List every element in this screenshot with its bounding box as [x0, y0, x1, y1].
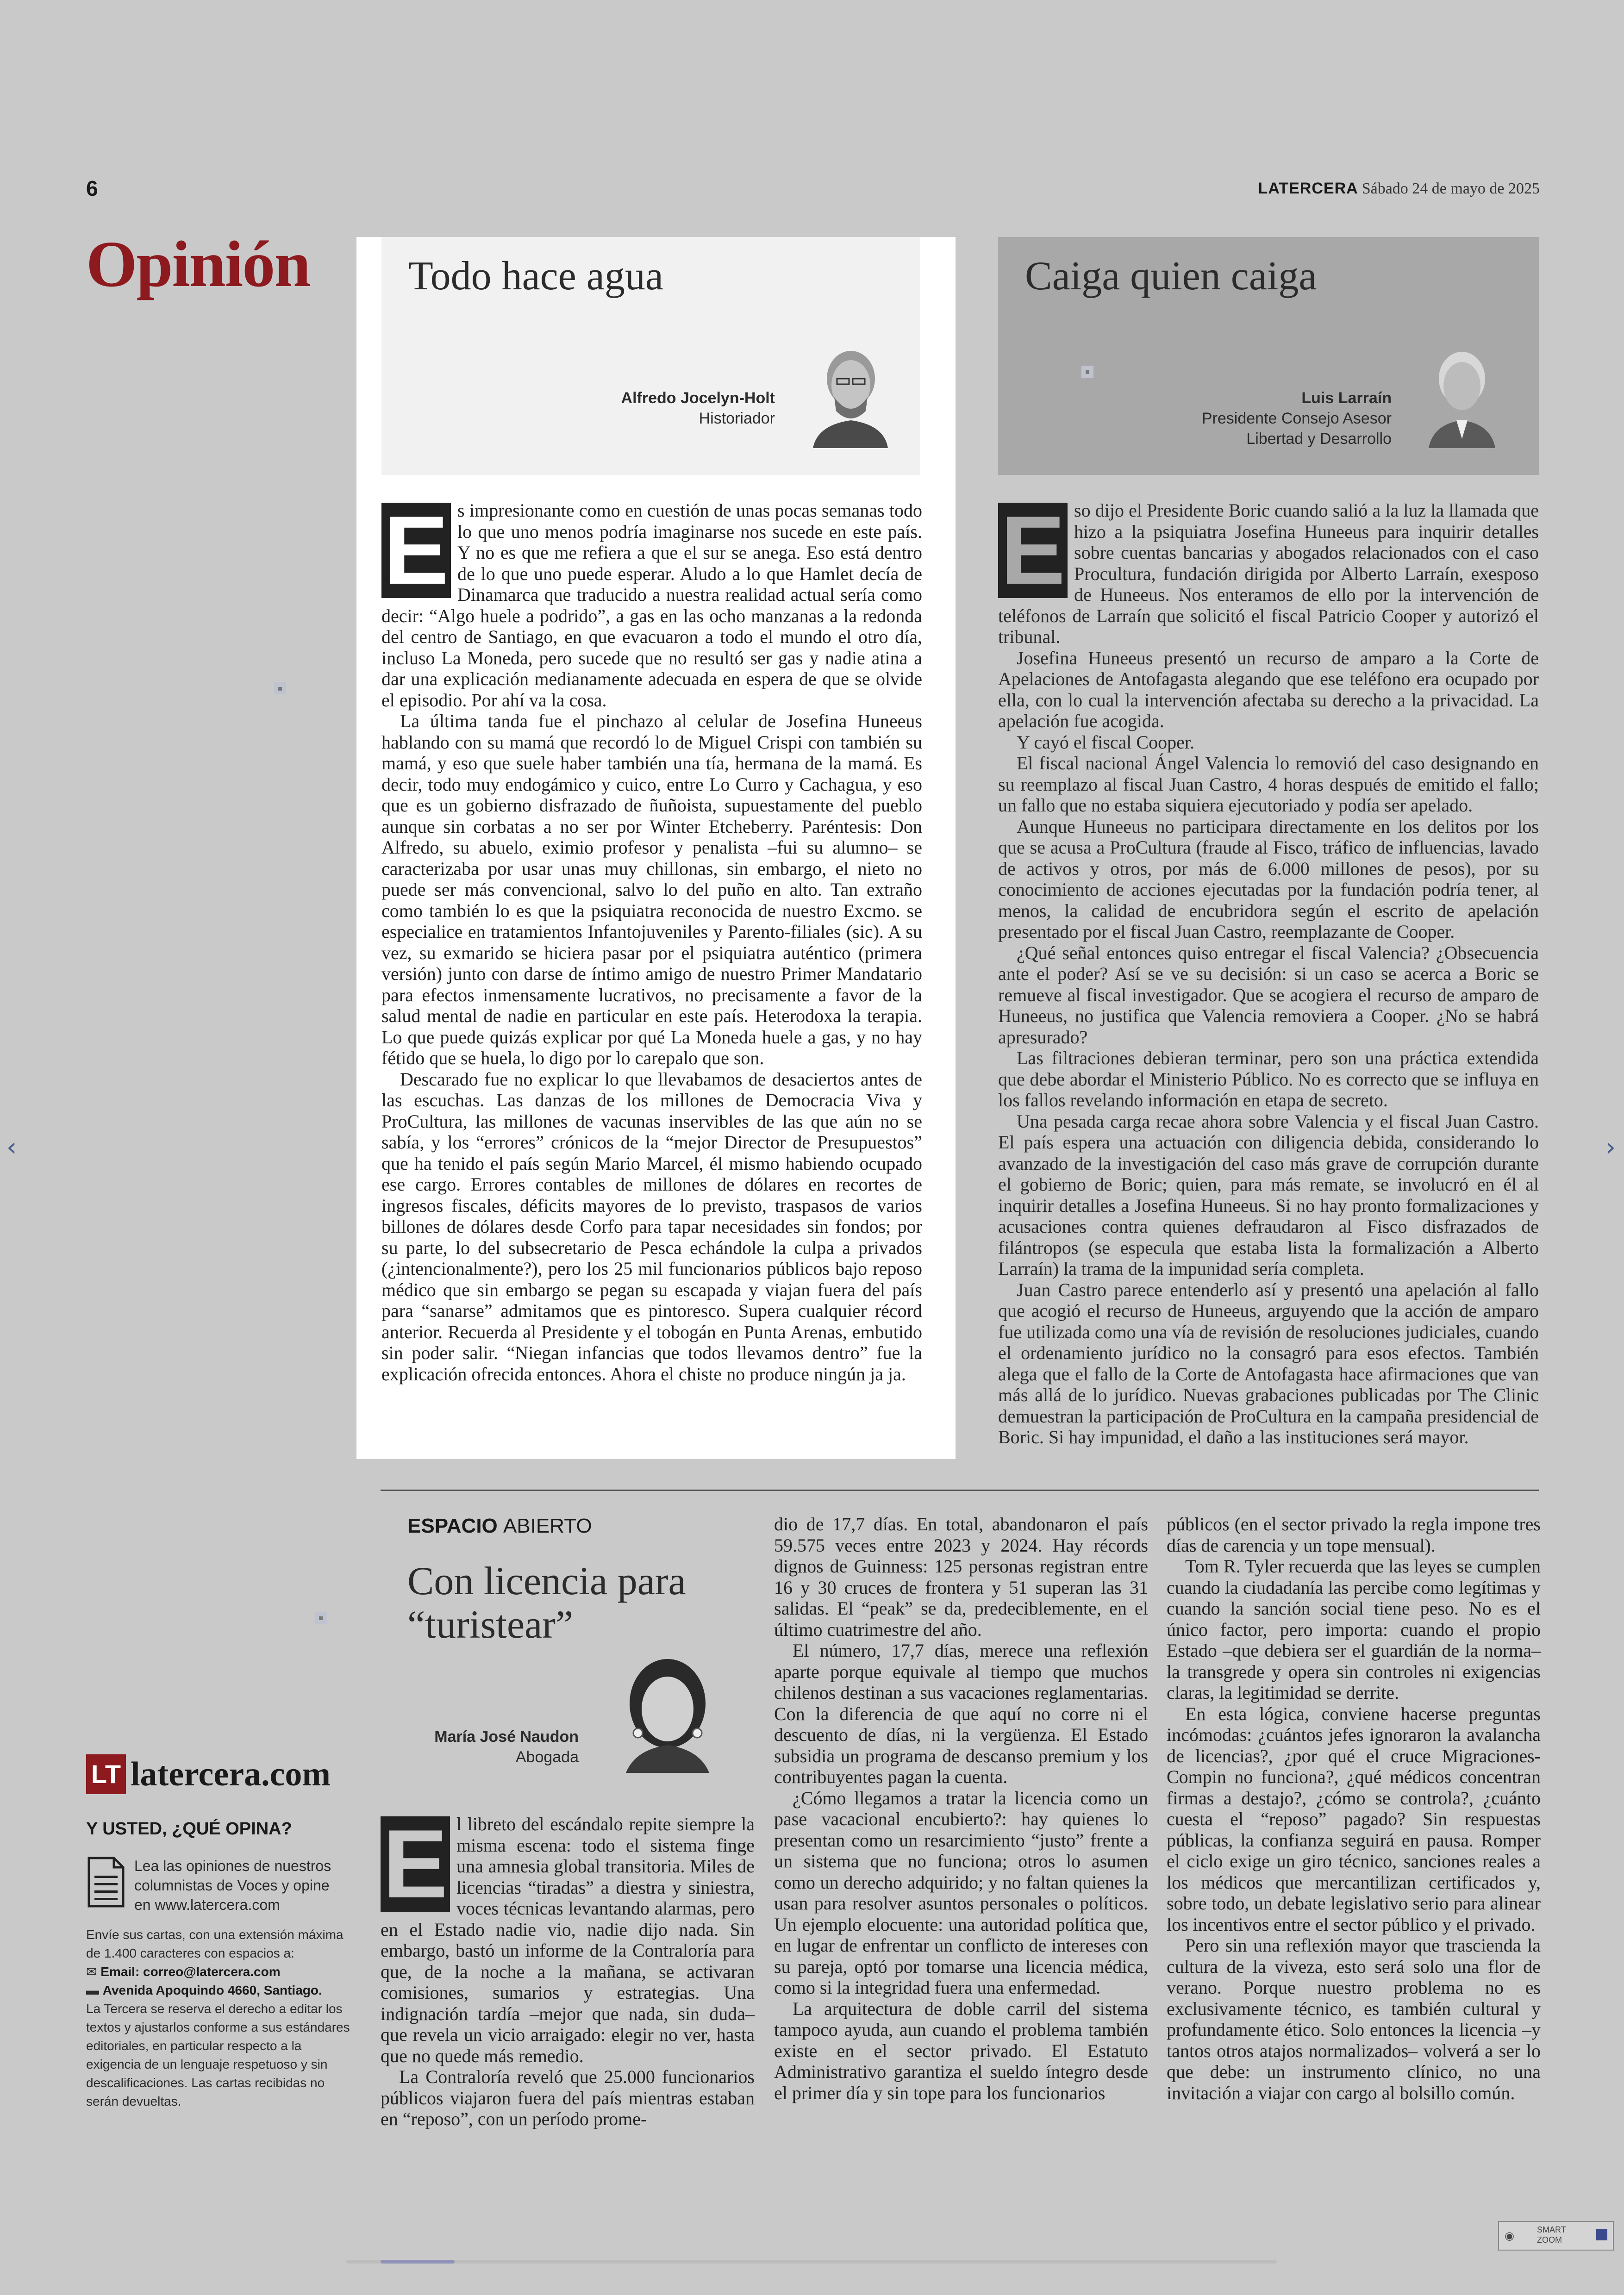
paragraph: l libreto del escándalo repite siempre la misma escena: todo el sistema finge una amnesia global transitoria. Miles de licencias “tiradas” a diestra y siniestra, voces técnicas levantando alarmas, pero en el Estado nadie vio, nadie dijo nada. Sin embargo, bastó un informe de la Contraloría para que, de la noche a la mañana, se activaran comisiones, sumarios y estrategias. Una indignación tardía –mejor que nada, sin duda– que revela un vicio arraigado: elegir no ver, hasta que no quede más remedio. — [381, 1814, 755, 2066]
paragraph: Josefina Huneeus presentó un recurso de amparo a la Corte de Apelaciones de Antofagasta alegando que ese teléfono era ocupado por ella, con lo cual la intervención afectaba su derecho a la privacidad. La apelación fue acogida. — [998, 647, 1539, 731]
masthead-date — [1258, 180, 1540, 198]
author-role-org: Libertad y Desarrollo — [1246, 430, 1392, 448]
paragraph: Pero sin una reflexión mayor que trascienda la cultura de la viveza, esto será solo una flor de verano. Porque nuestro problema no es exclusivamente técnico, es también cultural y profundamente ético. Solo entonces la licencia –y tantos otros atajos normalizados– volverá a ser lo que debe: un instrumento clínico, no una invitación a viajar con cargo al bolsillo común. — [1167, 1935, 1541, 2103]
author-role: Abogada — [515, 1748, 579, 1766]
article-header-caiga[interactable] — [998, 237, 1539, 475]
paragraph: La arquitectura de doble carril del sistema tampoco ayuda, aun cuando el problema también existe en el sector privado. El Estatuto Administrativo garantiza el sueldo íntegro desde el primer día y sin tope para los funcionarios — [774, 1998, 1148, 2103]
logo-mark: LT — [86, 1754, 126, 1794]
toggle-indicator — [1596, 2229, 1607, 2240]
paragraph: Descarado fue no explicar lo que llevabamos de desaciertos antes de las escuchas. Las danzas de los millones de Democracia Viva y ProCultura, las millones de vacunas inservibles de las que aún no se sabía, y los “errores” crónicos de la “mejor Director de Presupuestos” que ha tenido el país según Mario Marcel, él mismo habiendo ocupado ese cargo. Errores contables de millones de dólares en recortes de ingresos fiscales, déficits mayores de lo previsto, traspasos de varios billones de dólares desde Corfo para tapar necesidades sin fondos; por su parte, lo del subsecretario de Pesca echándole la culpa a privados (¿intencionalmente?), pero los 25 mil funcionarios públicos bajo reposo médico que sin embargo se pegan su escapada y viajan fuera del país para “sanarse” admitamos que es pintoresco. Supera cualquier récord anterior. Recuerda al Presidente y el tobogán en Punta Arenas, embutido sin poder salir. “Niegan infancias que todos llevamos dentro” fue la explicación ofrecida entonces. Ahora el chiste no produce ningún ja ja. — [381, 1068, 922, 1384]
paragraph: En esta lógica, conviene hacerse preguntas incómodas: ¿cuántos jefes ignoraron la avalancha de licencias?, ¿por qué el cruce Migraciones-Compin no funciona?, ¿qué médicos concentran firmas a destajo?, ¿cómo se controla?, ¿cuánto cuesta el “reposo” pagado? Sin respuestas públicas, la confianza seguirá en pausa. Romper el ciclo exige un giro técnico, sanciones reales a los médicos que mercantilizan certificados y, sobre todo, un debate legislativo serio para alinear los incentivos entre el sector público y el privado. — [1167, 1703, 1541, 1935]
author-name: Alfredo Jocelyn-Holt — [621, 389, 775, 407]
author-role: Presidente Consejo Asesor — [1201, 410, 1392, 427]
drop-cap: E — [381, 1816, 450, 1912]
paragraph: La Contraloría reveló que 25.000 funcionarios públicos viajaron fuera del país mientras estaban en “reposo”, con un período prome- — [381, 2066, 755, 2129]
article-body — [381, 496, 922, 1384]
document-icon — [86, 1856, 126, 1908]
article-title: Caiga quien caiga — [1025, 254, 1317, 299]
paragraph: dio de 17,7 días. En total, abandonaron el país 59.575 veces entre 2023 y 2024. Hay récords dignos de Guinness: 125 personas registran entre 16 y 30 cruces de frontera y 51 superan las 31 salidas. El “peak” se da, predeciblemente, en el último cuatrimestre del año. — [774, 1514, 1148, 1640]
author-portrait — [1419, 346, 1503, 448]
article-title: Con licencia para “turistear” — [407, 1559, 686, 1646]
author-byline — [407, 1727, 579, 1767]
sidebar-promo-text: Lea las opiniones de nuestros columnistas de Voces y opine en www.latercera.com — [134, 1858, 331, 1913]
paragraph: ¿Cómo llegamos a tratar la licencia como un pase vacacional encubierto?: hay quienes lo presentan como un resarcimiento “justo” frente a un sistema que no funciona; otros lo asumen como un derecho adquirido; y no faltan quienes la usan para resolver asuntos personales o políticos. Un ejemplo elocuente: una autoridad política que, en lugar de enfrentar un conflicto de intereses con su pareja, optó por tomarse una licencia médica, como si la integridad fuera una enfermedad. — [774, 1787, 1148, 1998]
logo-name: latercera.com — [131, 1755, 331, 1793]
author-byline — [1202, 388, 1392, 449]
zoom-label-2: ZOOM — [1537, 2235, 1562, 2245]
paragraph: El fiscal nacional Ángel Valencia lo removió del caso designando en su reemplazo al fiscal Juan Castro, 4 horas después de emitido el fallo; un fallo que no estaba siquiera ejecutoriado y podía ser apelado. — [998, 753, 1539, 816]
paragraph: ¿Qué señal entonces quiso entregar el fiscal Valencia? ¿Obsecuencia ante el poder? Así se ve su decisión: si un caso se acerca a Boric se remueve al fiscal investigador. Que se acogiera el recurso de amparo de Huneeus, no justifica que Valencia removiera a Cooper. ¿No se habrá apresurado? — [998, 942, 1539, 1048]
hotspot-marker[interactable]: ▪ — [274, 682, 286, 694]
chevron-left-icon[interactable]: ‹ — [6, 1132, 17, 1162]
author-byline — [621, 388, 775, 429]
paragraph: Tom R. Tyler recuerda que las leyes se cumplen cuando la ciudadanía las percibe como legítimas y cuando la sanción social tiene peso. No es el único factor, pero importa: cuando el propio Estado –que debiera ser el guardián de la norma– la transgrede y opera sin controles ni exigencias claras, la legitimidad se derrite. — [1167, 1556, 1541, 1703]
article-body — [998, 496, 1539, 1448]
paragraph: Las filtraciones debieran terminar, pero son una práctica extendida que debe abordar el Ministerio Público. No es correcto que se influya en los fallos revelando información en etapa de secreto. — [998, 1048, 1539, 1110]
hotspot-marker[interactable]: ▪ — [315, 1612, 327, 1624]
letters-disclaimer: La Tercera se reserva el derecho a editar los textos y ajustarlos conforme a sus estándares editoriales, en particular respecto a la exigencia de un lenguaje respetuoso y sin descalificaciones. Las cartas recibidas no serán devueltas. — [86, 2002, 350, 2108]
paragraph: Y cayó el fiscal Cooper. — [1017, 731, 1194, 753]
horizontal-scrollbar[interactable] — [346, 2260, 1277, 2264]
article-body-col-3 — [1167, 1514, 1541, 2103]
paragraph: s impresionante como en cuestión de unas pocas semanas todo lo que uno menos podría imaginarse nos sucede en este país. Y no es que me refiera a que el sur se anega. Eso está dentro de lo que uno puede esperar. Aludo a lo que Hamlet decía de Dinamarca que traducido a nuestra realidad actual sería como decir: “Algo huele a podrido”, a gas en las ocho manzanas a la redonda del centro de Santiago, en que evacuaron a todo el mundo el otro día, incluso La Moneda, pero sucede que no resultó ser gas y nadie atina a dar una explicación medianamente adecuada en espera de que se olvide el episodio. Por ahí va la cosa. — [381, 500, 922, 711]
chevron-right-icon[interactable]: › — [1605, 1132, 1616, 1162]
smart-zoom-button[interactable] — [1498, 2221, 1614, 2251]
zoom-label: SMART — [1537, 2225, 1566, 2234]
article-todo-hace-agua[interactable] — [356, 237, 956, 1459]
letters-info — [86, 1926, 359, 2111]
article-title: Todo hace agua — [408, 254, 663, 299]
article-body-col-2 — [774, 1514, 1148, 2103]
paragraph: so dijo el Presidente Boric cuando salió a la luz la llamada que hizo a la psiquiatra Josefina Huneeus para inquirir detalles sobre cuentas bancarias y abogados relacionados con el caso Procultura, fundación dirigida por Alberto Larraín, exesposo de Huneeus. Nos enteramos de ello por la intervención de teléfonos de Larraín que solicitó el fiscal Patricio Cooper y autorizó el tribunal. — [998, 500, 1539, 647]
author-portrait — [607, 1653, 728, 1773]
page-number: 6 — [86, 176, 98, 200]
letters-address: ▬ Avenida Apoquindo 4660, Santiago. — [86, 1983, 322, 1997]
issue-date: Sábado 24 de mayo de 2025 — [1362, 180, 1540, 197]
sidebar-heading: Y USTED, ¿QUÉ OPINA? — [86, 1819, 292, 1839]
author-portrait — [808, 346, 892, 448]
section-title: Opinión — [86, 227, 310, 300]
paragraph: Una pesada carga recae ahora sobre Valencia y el fiscal Juan Castro. El país espera una actuación con diligencia debida, considerando lo avanzado de la investigación del caso más grave de corrupción durante el gobierno de Boric; quien, para más remate, se involucró en él al inquirir detalles a Josefina Huneeus. Si no hay pronto formalizaciones y acusaciones contra quienes defraudaron al Fisco disfrazados de filántropos (se especula que estaba lista la formalización a Alberto Larraín) la trama de la impunidad sería completa. — [998, 1110, 1539, 1279]
column-kicker: ESPACIO ABIERTO — [407, 1515, 592, 1537]
drop-cap: E — [381, 503, 451, 598]
paragraph: La última tanda fue el pinchazo al celular de Josefina Huneeus hablando con su mamá que recordó lo de Miguel Crispi con también su mamá, y eso que suele haber también una tía, hermana de la mamá. Es decir, todo muy endogámico y cuico, entre Lo Curro y Cachagua, y eso que es un gobierno disfrazado de ñuñoista, supuestamente del pueblo aunque sin corbatas a no ser por Winter Etcheberry. Paréntesis: Don Alfredo, su abuelo, eximio profesor y penalista –fui su alumno– se caracterizaba por usar unas muy chillonas, sin embargo, el nieto no puede ser más convencional, salvo lo del puño en alto. Tan extraño como también lo es que la psiquiatra reconocida de nuestro Excmo. se especialice en tratamientos Infantojuveniles y Parento-filiales (sic). A su vez, su exmarido se hiciera pasar por el psiquiatra auténtico (primera versión) junto con darse de íntimo amigo de nuestro Primer Mandatario para efectos inmensamente lucrativos, no precisamente a favor de la salud mental de nadie en particular en este país. Heterodoxa la terapia. Lo que puede quizás explicar por qué La Moneda huele a gas, y no hay fétido que se huela, lo digo por lo carepalo que son. — [381, 711, 922, 1068]
letters-intro: Envíe sus cartas, con una extensión máxima de 1.400 caracteres con espacios a: — [86, 1927, 344, 1960]
eye-icon: ◉ — [1505, 2229, 1514, 2242]
author-name: María José Naudon — [434, 1728, 579, 1746]
section-divider — [381, 1490, 1539, 1491]
author-role: Historiador — [699, 410, 775, 427]
hotspot-marker[interactable]: ▪ — [1081, 366, 1093, 378]
mailbox-icon: ▬ — [86, 1983, 99, 1997]
mail-icon: ✉ — [86, 1964, 97, 1979]
drop-cap: E — [998, 503, 1068, 598]
article-header — [381, 237, 920, 475]
paragraph: El número, 17,7 días, merece una reflexión aparte porque equivale al tiempo que muchos chilenos destinan a sus vacaciones reglamentarias. Con la diferencia de que aquí no corre ni el descuento de días, ni la vergüenza. El Estado subsidia un programa de descanso premium y los contribuyentes pagan la cuenta. — [774, 1640, 1148, 1787]
brand-name: LATERCERA — [1258, 180, 1358, 197]
latercera-logo[interactable] — [86, 1754, 331, 1794]
scroll-thumb[interactable] — [381, 2260, 455, 2264]
paragraph: Juan Castro parece entenderlo así y presentó una apelación al fallo que acogió el recurso de Huneeus, arguyendo que la acción de amparo fue utilizada como una vía de revisión de resoluciones judiciales, cuando el ordenamiento jurídico no la consagró para esos efectos. También alega que el fallo de la Corte de Antofagasta hace afirmaciones que van más allá de lo jurídico. Nuevas grabaciones publicadas por The Clinic demuestran la participación de ProCultura en la campaña presidencial de Boric. Si hay impunidad, el daño a las instituciones será mayor. — [998, 1279, 1539, 1447]
paragraph: Aunque Huneeus no participara directamente en los delitos por los que se acusa a ProCultura (fraude al Fisco, tráfico de influencias, lavado de activos y otros, por más de 6.000 millones de pesos), por su conocimiento de acciones ejecutadas por la fundación podría tener, al menos, la calidad de encubridora según el escrito de apelación presentado por el fiscal Juan Castro, reemplazante de Cooper. — [998, 816, 1539, 942]
article-body-col-1 — [381, 1809, 755, 2130]
author-name: Luis Larraín — [1301, 389, 1392, 407]
paragraph: públicos (en el sector privado la regla impone tres días de carencia y un tope mensual). — [1167, 1514, 1541, 1556]
letters-email: ✉ Email: correo@latercera.com — [86, 1964, 281, 1979]
